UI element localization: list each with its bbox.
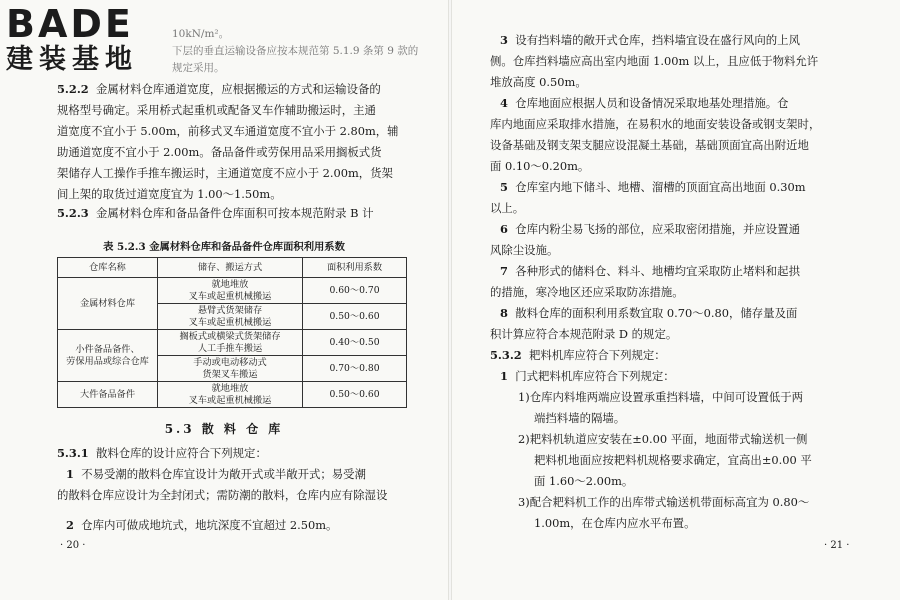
item-number: 2 xyxy=(66,518,74,532)
table-cell: 大件备品备件 xyxy=(58,382,158,408)
clause-text: 散料仓库的设计应符合下列规定： xyxy=(95,446,267,460)
item-text: 不易受潮的散料仓库宜设计为敞开式或半敞开式；易受潮 xyxy=(81,467,366,481)
item-number: 3 xyxy=(500,33,508,47)
table-cell: 0.50～0.60 xyxy=(303,304,407,330)
item-4-line: 4 仓库地面应根据人员和设备情况采取地基处理措施。仓 xyxy=(500,96,789,110)
table-cell: 0.60～0.70 xyxy=(303,278,407,304)
table-row xyxy=(58,330,407,356)
item-5-line: 以上。 xyxy=(490,201,525,215)
item-7-line: 7 各种形式的储料仓、料斗、地槽均宜采取防止堵料和起拱 xyxy=(500,264,800,278)
clause-text: 金属材料仓库和备品备件仓库面积可按本规范附录 B 计 xyxy=(95,206,374,220)
table-header: 面积利用系数 xyxy=(303,258,407,278)
table-cell: 0.50～0.60 xyxy=(303,382,407,408)
clause-text: 金属材料仓库通道宽度，应根据搬运的方式和运输设备的 xyxy=(95,82,381,96)
table-header: 仓库名称 xyxy=(58,258,158,278)
table-cell: 手动或电动移动式 货架叉车搬运 xyxy=(158,356,303,382)
sub-item-line: 面 1.60～2.00m。 xyxy=(534,474,634,488)
item-3-line: 侧。仓库挡料墙应高出室内地面 1.00m 以上，且应低于物料允许 xyxy=(490,54,819,68)
left-page xyxy=(0,0,448,600)
table-row xyxy=(58,278,407,304)
item-number: 1 xyxy=(66,467,74,481)
table-header-row xyxy=(58,258,407,278)
item-number: 8 xyxy=(500,306,508,320)
clause-5-2-3-line xyxy=(57,206,374,220)
coefficient-table xyxy=(57,257,407,408)
clause-5-2-2-line: 规格型号确定。采用桥式起重机或配备叉车作辅助搬运时，主通 xyxy=(57,103,376,117)
table-title: 表 5.2.3 金属材料仓库和备品备件仓库面积利用系数 xyxy=(103,241,345,253)
item-4-line: 面 0.10～0.20m。 xyxy=(490,159,590,173)
clause-number: 5.3.2 xyxy=(490,348,522,362)
item-6-line: 6 仓库内粉尘易飞扬的部位，应采取密闭措施，并应设置通 xyxy=(500,222,800,236)
item-8-line: 积计算应符合本规范附录 D 的规定。 xyxy=(490,327,678,341)
clause-number: 5.3.1 xyxy=(57,446,89,460)
item-7-line: 的措施，寒冷地区还应采取防冻措施。 xyxy=(490,285,684,299)
clause-5-3-1-line xyxy=(57,443,267,464)
table-cell: 搁板式或横梁式货架储存 人工手推车搬运 xyxy=(158,330,303,356)
item-number: 7 xyxy=(500,264,508,278)
faint-line: 10kN/m²。 xyxy=(172,28,230,40)
table-cell: 金属材料仓库 xyxy=(58,278,158,330)
item-5-line: 5 仓库室内地下储斗、地槽、溜槽的顶面宜高出地面 0.30m xyxy=(500,180,806,194)
faint-line: 规定采用。 xyxy=(172,62,225,74)
item-number: 6 xyxy=(500,222,508,236)
sub-item-line: 端挡料墙的隔墙。 xyxy=(534,411,626,425)
sub-1-line: 1 门式耙料机库应符合下列规定： xyxy=(500,369,675,383)
clause-number: 5.2.2 xyxy=(57,82,89,96)
table-cell: 小件备品备件、 劳保用品或综合仓库 xyxy=(58,330,158,382)
item-1-line xyxy=(66,464,366,485)
item-4-line: 库内地面应采取排水措施，在易积水的地面安装设备或钢支架时， xyxy=(490,117,821,131)
sub-item-line: 2)耙料机轨道应安装在±0.00 平面，地面带式输送机一侧 xyxy=(518,432,808,446)
clause-5-2-2-line: 架储存人工操作手推车搬运时，主通道宽度不应小于 2.00m，货架 xyxy=(57,166,393,180)
item-text: 仓库内可做成地坑式，地坑深度不宜超过 2.50m。 xyxy=(81,518,338,532)
clause-5-2-2-line: 间上架的取货过道宽度宜为 1.00～1.50m。 xyxy=(57,187,282,201)
item-3-line: 3 设有挡料墙的敞开式仓库，挡料墙宜设在盛行风向的上风 xyxy=(500,33,800,47)
page-number: · 20 · xyxy=(60,540,86,551)
table-cell: 就地堆放 叉车或起重机械搬运 xyxy=(158,382,303,408)
item-6-line: 风除尘设施。 xyxy=(490,243,559,257)
table-row xyxy=(58,382,407,408)
right-page xyxy=(452,0,900,600)
item-8-line: 8 散料仓库的面积利用系数宜取 0.70～0.80，储存量及面 xyxy=(500,306,798,320)
item-number: 1 xyxy=(500,369,508,383)
faint-line: 下层的垂直运输设备应按本规范第 5.1.9 条第 9 款的 xyxy=(172,45,419,57)
item-2-line xyxy=(66,515,337,536)
clause-5-3-2-line: 5.3.2 耙料机库应符合下列规定： xyxy=(490,348,666,362)
table-cell: 悬臂式货架储存 叉车或起重机械搬运 xyxy=(158,304,303,330)
table-cell: 0.70～0.80 xyxy=(303,356,407,382)
item-4-line: 设备基础及钢支架支腿应设混凝土基础，基础顶面宜高出附近地 xyxy=(490,138,809,152)
table-cell: 0.40～0.50 xyxy=(303,330,407,356)
item-number: 5 xyxy=(500,180,508,194)
brand-logo xyxy=(6,4,166,78)
item-1-line: 的散料仓库应设计为全封闭式；需防潮的散料，仓库内应有除湿设 xyxy=(57,488,388,502)
table-header: 储存、搬运方式 xyxy=(158,258,303,278)
page-number: · 21 · xyxy=(824,540,850,551)
sub-item-line: 3)配合耙料机工作的出库带式输送机带面标高宜为 0.80～ xyxy=(518,495,810,509)
sub-item-line: 耙料机地面应按耙料机规格要求确定，宜高出±0.00 平 xyxy=(534,453,812,467)
clause-5-2-2-line xyxy=(57,79,381,100)
logo-brand-text: BADE xyxy=(6,2,134,46)
sub-item-line: 1.00m，在仓库内应水平布置。 xyxy=(534,516,696,530)
item-3-line: 堆放高度 0.50m。 xyxy=(490,75,587,89)
table-cell: 就地堆放 叉车或起重机械搬运 xyxy=(158,278,303,304)
clause-5-2-2-line: 道宽度不宜小于 5.00m，前移式叉车通道宽度不宜小于 2.80m，辅 xyxy=(57,124,399,138)
logo-sub-text: 建装基地 xyxy=(6,44,138,75)
clause-number: 5.2.3 xyxy=(57,206,89,220)
item-number: 4 xyxy=(500,96,508,110)
clause-5-2-2-line: 助通道宽度不宜小于 2.00m。备品备件或劳保用品采用搁板式货 xyxy=(57,145,382,159)
sub-item-line: 1)仓库内料堆两端应设置承重挡料墙，中间可设置低于两 xyxy=(518,390,804,404)
section-heading: 5.3 散 料 仓 库 xyxy=(164,422,284,436)
